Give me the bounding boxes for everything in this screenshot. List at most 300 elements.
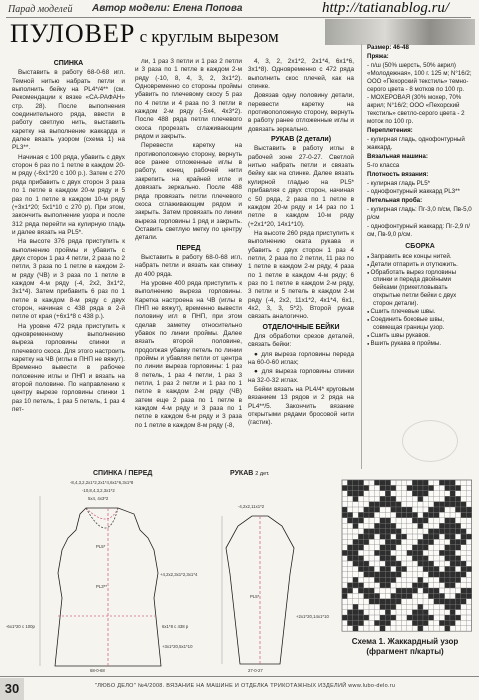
chart-cell-filled	[358, 485, 363, 490]
paragraph: ● для выреза горловины спинки на 32-0-32 иглах.	[248, 368, 354, 384]
density-2: - однофонтурный жаккард PL3**	[367, 188, 460, 196]
chart-cell-filled	[461, 599, 466, 604]
chart-cell-filled	[418, 539, 423, 544]
chart-cell-filled	[461, 512, 466, 517]
chart-cell-filled	[434, 534, 439, 539]
chart-cell-filled	[466, 534, 471, 539]
chart-cell-filled	[358, 491, 363, 496]
chart-cell-filled	[450, 518, 455, 523]
chart-cell-filled	[455, 523, 460, 528]
chart-cell-filled	[342, 588, 347, 593]
chart-cell-filled	[434, 599, 439, 604]
chart-cell-filled	[353, 620, 358, 625]
chart-cell-filled	[353, 518, 358, 523]
chart-cell-filled	[407, 588, 412, 593]
chart-cell-filled	[391, 577, 396, 582]
chart-cell-filled	[374, 577, 379, 582]
chart-cell-filled	[423, 566, 428, 571]
chart-cell-filled	[364, 615, 369, 620]
chart-cell-filled	[391, 599, 396, 604]
chart-cell-filled	[434, 502, 439, 507]
chart-cell-filled	[428, 534, 433, 539]
size-line: Размер: 46-48	[367, 44, 409, 51]
header-photo	[325, 19, 475, 45]
chart-cell-filled	[445, 518, 450, 523]
source-url[interactable]: http://tatianablog.ru/	[322, 0, 450, 16]
chart-cell-filled	[439, 577, 444, 582]
chart-cell-filled	[461, 529, 466, 534]
chart-cell-filled	[385, 491, 390, 496]
chart-cell-filled	[423, 615, 428, 620]
chart-cell-filled	[423, 534, 428, 539]
chart-cell-filled	[412, 610, 417, 615]
chart-cell-filled	[374, 620, 379, 625]
machine-heading: Вязальная машина:	[367, 152, 428, 160]
chart-cell-filled	[466, 593, 471, 598]
chart-cell-filled	[428, 485, 433, 490]
chart-cell-filled	[358, 518, 363, 523]
chart-cell-filled	[412, 615, 417, 620]
chart-cell-filled	[380, 502, 385, 507]
assembly-step: ● Детали отпарить и отутюжить.	[367, 261, 473, 269]
diagram-annotation: 68-0-68	[90, 668, 105, 673]
chart-cell-filled	[380, 485, 385, 490]
chart-cell-filled	[423, 480, 428, 485]
chart-cell-filled	[369, 529, 374, 534]
chart-cell-filled	[450, 523, 455, 528]
chart-cell-filled	[428, 572, 433, 577]
chart-cell-filled	[450, 502, 455, 507]
chart-cell-filled	[418, 583, 423, 588]
assembly-step: ● Вшить рукава в проймы.	[367, 340, 473, 348]
chart-cell-filled	[445, 545, 450, 550]
chart-cell-filled	[364, 534, 369, 539]
chart-cell-filled	[380, 572, 385, 577]
paragraph: 4, 3, 2, 2x1*2, 2x1*4, 6x1*6, 3x1*8). Одновременно с 472 ряда выполнить скос плечей, как на спинке.	[248, 58, 354, 91]
stitch-heading: Переплетения:	[367, 127, 413, 135]
chart-cell-filled	[450, 496, 455, 501]
chart-cell-filled	[342, 485, 347, 490]
chart-cell-filled	[364, 561, 369, 566]
chart-cell-filled	[369, 572, 374, 577]
chart-cell-filled	[396, 599, 401, 604]
chart-cell-filled	[385, 561, 390, 566]
chart-cell-filled	[455, 545, 460, 550]
chart-cell-filled	[369, 534, 374, 539]
chart-cell-filled	[358, 561, 363, 566]
chart-cell-filled	[380, 583, 385, 588]
chart-cell-filled	[380, 620, 385, 625]
sample-1: - кулирная гладь: Пг-3,0 п/см, Пв-5,0 р/см	[367, 206, 472, 222]
chart-cell-filled	[358, 534, 363, 539]
chart-cell-filled	[396, 502, 401, 507]
chart-cell-filled	[374, 480, 379, 485]
density-1: - кулирная гладь PL5*	[367, 179, 431, 187]
chart-cell-filled	[428, 529, 433, 534]
chart-cell-filled	[364, 566, 369, 571]
chart-cell-filled	[374, 593, 379, 598]
chart-cell-filled	[461, 539, 466, 544]
paragraph: Выставить в работу 68-0-68 игл, набрать петли и вязать как спинку до 400 ряда.	[135, 253, 242, 278]
chart-cell-filled	[385, 615, 390, 620]
chart-cell-filled	[353, 583, 358, 588]
chart-cell-filled	[461, 561, 466, 566]
chart-cell-filled	[391, 507, 396, 512]
paragraph: Для обработки срезов деталей, связать бейки:	[248, 333, 354, 349]
chart-cell-filled	[445, 550, 450, 555]
jacquard-schema-chart	[340, 478, 476, 634]
chart-cell-filled	[418, 545, 423, 550]
chart-cell-filled	[407, 512, 412, 517]
decorative-stamp	[402, 420, 458, 462]
chart-cell-filled	[385, 518, 390, 523]
chart-cell-filled	[401, 507, 406, 512]
chart-cell-filled	[418, 610, 423, 615]
machine-text: 5-го класса	[367, 161, 400, 169]
chart-cell-filled	[391, 604, 396, 609]
chart-cell-filled	[445, 577, 450, 582]
chart-cell-filled	[380, 534, 385, 539]
diagram-annotation: 5x4, 4x3*2	[88, 496, 109, 501]
chart-cell-filled	[450, 550, 455, 555]
chart-cell-filled	[347, 556, 352, 561]
chart-cell-filled	[347, 550, 352, 555]
chart-cell-filled	[358, 556, 363, 561]
chart-cell-filled	[461, 593, 466, 598]
chart-cell-filled	[385, 496, 390, 501]
chart-cell-filled	[423, 485, 428, 490]
chart-cell-filled	[347, 615, 352, 620]
chart-cell-filled	[396, 566, 401, 571]
chart-cell-filled	[423, 583, 428, 588]
chart-cell-filled	[374, 572, 379, 577]
chart-cell-filled	[445, 572, 450, 577]
assembly-step: ● Обработать вырез горловины спинки и переда двойными бейками (прикетловывать открытые петли бейки с двух сторон детали).	[367, 269, 473, 309]
chart-cell-filled	[445, 620, 450, 625]
chart-cell-filled	[380, 599, 385, 604]
chart-cell-filled	[342, 615, 347, 620]
chart-cell-filled	[385, 577, 390, 582]
chart-cell-filled	[358, 539, 363, 544]
chart-cell-filled	[364, 593, 369, 598]
chart-cell-filled	[407, 507, 412, 512]
diagram-annotation: -10,8,4,3,2,3x1*2	[82, 488, 115, 493]
chart-cell-filled	[407, 485, 412, 490]
chart-cell-filled	[439, 599, 444, 604]
chart-cell-filled	[407, 615, 412, 620]
chart-cell-filled	[347, 588, 352, 593]
diagram-annotation: PL3**	[96, 584, 107, 589]
chart-cell-filled	[455, 561, 460, 566]
chart-cell-filled	[391, 545, 396, 550]
chart-cell-filled	[412, 545, 417, 550]
chart-cell-filled	[391, 496, 396, 501]
chart-cell-filled	[342, 593, 347, 598]
chart-cell-filled	[353, 550, 358, 555]
chart-cell-filled	[369, 599, 374, 604]
chart-cell-filled	[391, 539, 396, 544]
header-divider	[6, 17, 471, 18]
chart-cell-filled	[353, 561, 358, 566]
chart-cell-filled	[461, 572, 466, 577]
chart-cell-filled	[353, 610, 358, 615]
chart-cell-filled	[434, 529, 439, 534]
chart-cell-filled	[380, 529, 385, 534]
diagram-annotation: -6x1*20 с 100р	[6, 624, 35, 629]
assembly-step: ● Сшить швы рукавов.	[367, 332, 473, 340]
chart-cell-filled	[396, 539, 401, 544]
chart-cell-filled	[428, 507, 433, 512]
chart-cell-filled	[380, 545, 385, 550]
chart-cell-filled	[369, 502, 374, 507]
chart-cell-filled	[396, 529, 401, 534]
paragraph: ● для выреза горловины переда на 60-0-60 иглах;	[248, 350, 354, 367]
chart-cell-filled	[466, 588, 471, 593]
chart-cell-filled	[342, 550, 347, 555]
author-label: Автор модели: Елена Попова	[92, 3, 243, 14]
yarn-heading: Пряжа:	[367, 52, 389, 60]
chart-cell-filled	[428, 615, 433, 620]
chart-cell-filled	[418, 556, 423, 561]
chart-cell-filled	[385, 480, 390, 485]
heading-trims: ОТДЕЛОЧНЫЕ БЕЙКИ	[262, 323, 340, 331]
chart-cell-filled	[455, 572, 460, 577]
chart-cell-filled	[439, 507, 444, 512]
chart-cell-filled	[385, 599, 390, 604]
page-title	[10, 19, 279, 49]
chart-cell-filled	[385, 550, 390, 555]
chart-cell-filled	[434, 572, 439, 577]
diagram-annotation: -4,2x2,11x1*2	[238, 504, 265, 509]
chart-cell-filled	[385, 620, 390, 625]
chart-cell-filled	[423, 610, 428, 615]
chart-cell-filled	[385, 583, 390, 588]
chart-cell-filled	[364, 572, 369, 577]
chart-cell-filled	[401, 512, 406, 517]
chart-cell-filled	[353, 577, 358, 582]
chart-cell-filled	[369, 588, 374, 593]
chart-cell-filled	[439, 523, 444, 528]
chart-cell-filled	[391, 529, 396, 534]
chart-cell-filled	[385, 523, 390, 528]
chart-cell-filled	[423, 539, 428, 544]
chart-cell-filled	[412, 485, 417, 490]
chart-cell-filled	[396, 561, 401, 566]
chart-cell-filled	[385, 572, 390, 577]
chart-cell-filled	[391, 556, 396, 561]
chart-cell-filled	[450, 491, 455, 496]
chart-cell-filled	[385, 566, 390, 571]
paragraph: Перевести каретку на противоположную сторону, вернуть все ранее отложенные иглы в работу, конец рабочей нити закрепить на крайней игле и довязать зеркально. После 488 ряда провязать петли плечевого скоса сглаживающим рядом и закрыть. Затем провязать по линии выреза горловины 1 ряд и закрыть. Оставить светлую метку по центру детали.	[135, 142, 242, 242]
chart-cell-filled	[353, 491, 358, 496]
chart-cell-filled	[412, 518, 417, 523]
chart-cell-filled	[401, 534, 406, 539]
chart-cell-filled	[439, 529, 444, 534]
chart-cell-filled	[374, 550, 379, 555]
chart-cell-filled	[455, 485, 460, 490]
chart-cell-filled	[455, 593, 460, 598]
chart-cell-filled	[369, 593, 374, 598]
chart-cell-filled	[439, 480, 444, 485]
chart-cell-filled	[434, 507, 439, 512]
chart-cell-filled	[418, 523, 423, 528]
footer-text: "ЛЮБО ДЕЛО" №4/2008. ВЯЗАНИЕ НА МАШИНЕ И ОТДЕЛКА ТРИКОТАЖНЫХ ИЗДЕЛИЙ www.lubo-delo.ru	[95, 683, 396, 689]
chart-cell-filled	[412, 480, 417, 485]
chart-cell-filled	[450, 577, 455, 582]
chart-cell-filled	[380, 577, 385, 582]
back-front-label: СПИНКА / ПЕРЕД	[93, 470, 153, 477]
chart-cell-filled	[353, 485, 358, 490]
chart-cell-filled	[418, 561, 423, 566]
paragraph: Довязав одну половину детали, перевести каретку на противоположную сторону, вернуть в работу ранее отложенные иглы и довязать зеркально.	[248, 92, 354, 133]
chart-cell-filled	[385, 610, 390, 615]
chart-cell-filled	[391, 561, 396, 566]
chart-cell-filled	[439, 572, 444, 577]
chart-cell-filled	[445, 496, 450, 501]
paragraph: На высоте 260 ряда приступить к выполнению оката рукава и убавить с двух сторон 1 раз 4 петли, 2 раза по 2 петли, 11 раз по 1 петле в каждом 2-м ряду, 4 раза по 1 петле в каждом 4-м ряду; 6 раз по 1 петле в каждом 2-м ряду, 3 петли и 5 петель в каждом 2-м ряду (-4, 2x2, 11x1*2, 4x1*4, 6x1, 4x2, 3, 3, 5*2). Второй рукав связать аналогично.	[248, 229, 354, 321]
chart-cell-filled	[423, 491, 428, 496]
chart-cell-filled	[364, 485, 369, 490]
chart-cell-filled	[380, 480, 385, 485]
chart-cell-filled	[347, 620, 352, 625]
chart-cell-filled	[380, 604, 385, 609]
chart-cell-filled	[445, 502, 450, 507]
chart-cell-filled	[380, 550, 385, 555]
text-column-2	[135, 58, 242, 468]
chart-cell-filled	[450, 610, 455, 615]
chart-cell-filled	[455, 577, 460, 582]
chart-cell-filled	[418, 577, 423, 582]
assembly-heading: СБОРКА	[405, 242, 435, 250]
chart-cell-filled	[347, 583, 352, 588]
chart-cell-filled	[455, 599, 460, 604]
assembly-step: ● Заправить все концы нитей.	[367, 253, 473, 261]
chart-cell-filled	[358, 583, 363, 588]
title-main: ПУЛОВЕР	[10, 19, 136, 48]
chart-cell-filled	[374, 523, 379, 528]
chart-cell-filled	[418, 496, 423, 501]
paragraph: Выставить в работу 68-0-68 игл. Темной нитью набрать петли и выполнить бейку на PL4*/4** (см. Рекомендации к вязке «СА-РАФАН» стр. 28). После выполнения соединительного ряда, ввести в работу светлую нить, выставить каретку на выполнение жаккарда и далее вязать узором (схема 1) на PL3**.	[12, 69, 125, 152]
chart-cell-filled	[428, 561, 433, 566]
footer-divider	[0, 676, 479, 677]
chart-cell-filled	[461, 566, 466, 571]
chart-cell-filled	[347, 518, 352, 523]
chart-cell-filled	[412, 491, 417, 496]
chart-cell-filled	[461, 534, 466, 539]
chart-cell-filled	[412, 620, 417, 625]
chart-cell-filled	[445, 583, 450, 588]
chart-cell-filled	[445, 599, 450, 604]
chart-cell-filled	[374, 507, 379, 512]
chart-cell-filled	[434, 512, 439, 517]
chart-cell-filled	[342, 507, 347, 512]
chart-cell-filled	[418, 518, 423, 523]
yarn-1: - п/ш (50% шерсть, 50% акрил) «Молодежная», 100 г. 125 м; N°16/2; ООО «Пехорский текстиль» темно-серого цвета - 8 мотков по 100 гр.	[367, 61, 472, 93]
chart-cell-filled	[353, 523, 358, 528]
chart-cell-filled	[423, 620, 428, 625]
chart-cell-filled	[347, 610, 352, 615]
chart-cell-filled	[358, 566, 363, 571]
chart-cell-filled	[445, 615, 450, 620]
heading-back: СПИНКА	[53, 60, 84, 67]
chart-cell-filled	[401, 593, 406, 598]
assembly-step: ● Сшить плечевые швы.	[367, 308, 473, 316]
chart-cell-filled	[461, 507, 466, 512]
chart-cell-filled	[428, 588, 433, 593]
chart-cell-filled	[434, 566, 439, 571]
chart-cell-filled	[445, 604, 450, 609]
sleeve-piece	[222, 516, 294, 664]
chart-cell-filled	[380, 615, 385, 620]
chart-cell-filled	[380, 556, 385, 561]
chart-cell-filled	[396, 593, 401, 598]
chart-cell-filled	[358, 512, 363, 517]
chart-cell-filled	[364, 539, 369, 544]
chart-cell-filled	[374, 529, 379, 534]
chart-cell-filled	[418, 604, 423, 609]
chart-cell-filled	[380, 496, 385, 501]
chart-cell-filled	[418, 615, 423, 620]
chart-cell-filled	[439, 593, 444, 598]
diagram-annotation: PL5*	[96, 544, 106, 549]
chart-cell-filled	[358, 480, 363, 485]
chart-cell-filled	[401, 588, 406, 593]
section-label: Парад моделей	[8, 4, 73, 15]
sample-2: - однофонтурный жаккард: Пг-2,9 п/см, Пв-9,0 р/см.	[367, 223, 470, 238]
chart-cell-filled	[450, 529, 455, 534]
paragraph: ли, 1 раз 3 петли и 1 раз 2 петли и 3 раза по 1 петле в каждом 2-м ряду (-10, 8, 4, 3, 2, 3x1*2). Одновременно со стороны проймы убавить по плечевому скосу 5 раз по 4 петли и 4 раза по 3 петли в каждом 2-м ряду (-5x4, 4x3*2). После 488 ряда петли плечевого скоса прорезать сглаживающим рядом и закрыть.	[135, 58, 242, 141]
chart-cell-filled	[450, 556, 455, 561]
diagram-annotation: +3x1*20,5x1*10	[162, 644, 193, 649]
chart-cell-filled	[439, 620, 444, 625]
chart-cell-filled	[445, 566, 450, 571]
chart-cell-filled	[407, 550, 412, 555]
heading-sleeve: РУКАВ (2 детали)	[270, 136, 332, 144]
chart-cell-filled	[347, 545, 352, 550]
chart-cell-filled	[450, 534, 455, 539]
chart-cell-filled	[455, 507, 460, 512]
chart-cell-filled	[369, 507, 374, 512]
chart-cell-filled	[466, 512, 471, 517]
chart-cell-filled	[455, 615, 460, 620]
chart-cell-filled	[380, 626, 385, 631]
chart-cell-filled	[434, 588, 439, 593]
chart-cell-filled	[450, 545, 455, 550]
paragraph: На высоте 376 ряда приступить к выполнению проймы и убавить с двух сторон 1 раз 4 петли, 2 раза по 2 петли, 3 раза по 1 петле в каждом 2-м ряду (ЧВ) и 3 раза по 1 петле в каждом 4-м ряду (-4, 2x2, 3x1*2, 3x1*4). Затем прибавить 6 раз по 1 петле в каждом 8-м ряду с двух сторон, начиная с 438 ряда в 2-й петле от края (+6x1*8 с 438 р.).	[12, 238, 125, 321]
chart-cell-filled	[455, 496, 460, 501]
chart-cell-filled	[391, 615, 396, 620]
chart-cell-filled	[455, 604, 460, 609]
chart-cell-filled	[347, 480, 352, 485]
chart-cell-filled	[385, 534, 390, 539]
chart-cell-filled	[450, 539, 455, 544]
chart-cell-filled	[445, 485, 450, 490]
chart-cell-filled	[412, 550, 417, 555]
heading-front: ПЕРЕД	[176, 244, 201, 252]
diagram-annotation: +2x1*20,14x1*10	[296, 614, 329, 619]
chart-cell-filled	[347, 512, 352, 517]
chart-cell-filled	[445, 626, 450, 631]
paragraph: Выставить в работу иглы в рабочей зоне 27-0-27. Светлой нитью набрать петли и связать бейку как на спинке. Далее вязать кулирной гладью на PL5* прибавляя с двух сторон, начиная с 50 ряда, 2 раза по 1 петле в каждом 20-м ряду и 14 раз по 1 петле в каждом 10-м ряду (+2x1*20, 14x1*10).	[248, 145, 354, 228]
diagram-annotation: +4,2x2,3x1*2,3x1*4	[160, 572, 198, 577]
sample-heading: Петельная проба:	[367, 197, 423, 205]
chart-cell-filled	[428, 512, 433, 517]
chart-cell-filled	[466, 507, 471, 512]
yarn-2: - МОХЕРОВАЯ (30% мохер, 70% акрил; N°16/2; ООО «Пехорский текстиль» светло-серого цвета - 2 моток по 100 гр.	[367, 94, 465, 126]
diagram-annotation: 27-0-27	[248, 668, 263, 673]
chart-cell-filled	[353, 480, 358, 485]
chart-cell-filled	[391, 485, 396, 490]
